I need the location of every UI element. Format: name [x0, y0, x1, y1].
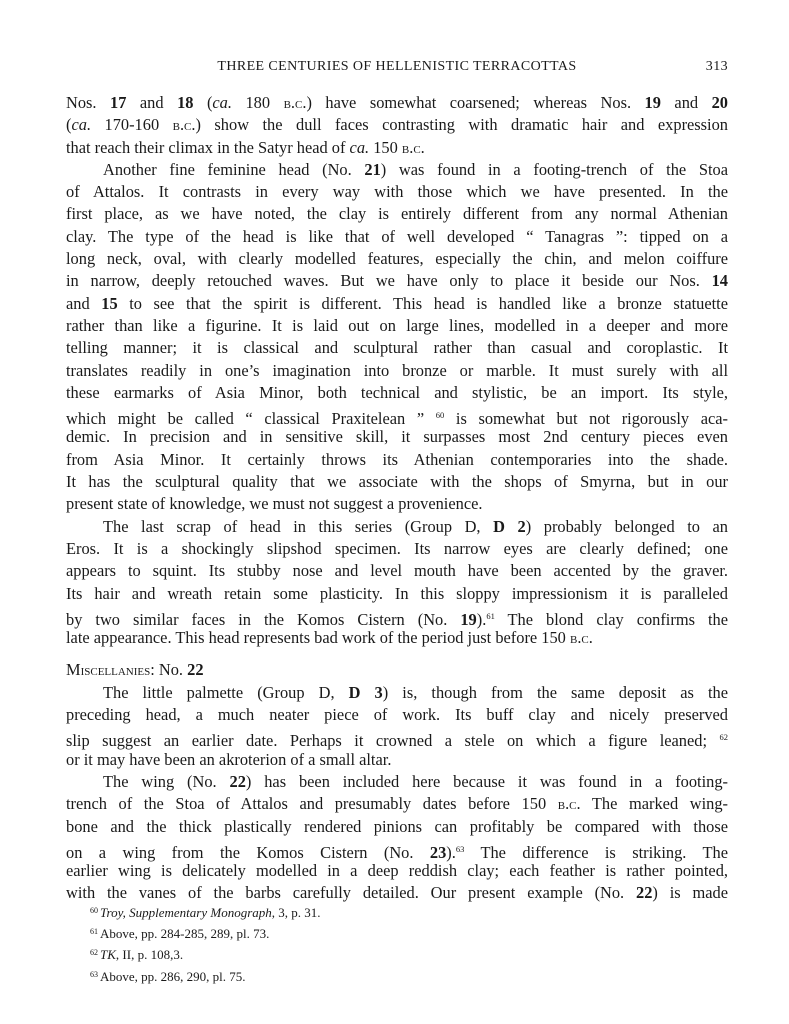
text-line: which might be called “ classical Praxitelean ” $^{60}$ is somewhat but not rigorously aca- [66, 409, 729, 429]
footnote: $^{62}$ TK, II, p. 108,3. [90, 947, 184, 963]
text-line: from Asia Minor. It certainly throws its Athenian contemporaries into the shade. [66, 449, 728, 469]
text-line: (ca. 170-160 b.c.) show the dull faces contrasting with dramatic hair and expression [66, 115, 729, 135]
text-line: first place, as we have noted, the clay is entirely different from any normal Athenian [66, 204, 728, 224]
footnotes [90, 901, 690, 986]
text-line: trench of the Stoa of Attalos and presumably dates before 150 b.c. The marked wing- [66, 794, 728, 814]
section-gap [66, 649, 728, 659]
text-line: late appearance. This head represents bad work of the period just before 150 b.c. [66, 628, 593, 648]
text-line: It has the sculptural quality that we associate with the shops of Smyrna, but in our [66, 472, 728, 492]
text-line: Eros. It is a shockingly slipshod specimen. Its narrow eyes are clearly defined; one [66, 538, 728, 558]
text-line: clay. The type of the head is like that of well developed “ Tanagras ”: tipped on a [66, 226, 728, 246]
text-line: or it may have been an akroterion of a small altar. [66, 749, 392, 769]
text-line: these earmarks of Asia Minor, both technical and stylistic, be an import. Its style, [66, 382, 728, 402]
body-text [66, 92, 728, 905]
running-title: THREE CENTURIES OF HELLENISTIC TERRACOTTAS [217, 59, 577, 74]
text-line: and 15 to see that the spirit is different. This head is handled like a bronze statuette [66, 293, 729, 313]
text-line: on a wing from the Komos Cistern (No. 23).$^{63}$ The difference is striking. The [66, 842, 728, 862]
text-line: bone and the thick plastically rendered pinions can profitably be compared with those [66, 816, 728, 836]
text-line: long neck, oval, with clearly modelled features, especially the chin, and melon coiffure [66, 249, 728, 269]
text-line: preceding head, a much neater piece of work. Its buff clay and nicely preserved [66, 705, 728, 725]
text-line: with the vanes of the barbs carefully detailed. Our present example (No. 22) is made [66, 883, 728, 903]
text-line: of Attalos. It contrasts in every way with those which we have presented. In the [66, 182, 728, 202]
text-line: translates readily in one’s imagination into bronze or marble. It must surely with all [66, 360, 728, 380]
page-number: 313 [705, 59, 728, 74]
text-line: The little palmette (Group D, D 3) is, though from the same deposit as the [103, 682, 728, 702]
text-line: rather than like a figurine. It is laid out on large lines, modelled in a deeper and more [66, 315, 728, 335]
text-line: present state of knowledge, we must not suggest a provenience. [66, 494, 483, 514]
running-head [66, 59, 728, 81]
text-line: The last scrap of head in this series (Group D, D 2) probably belonged to an [103, 516, 729, 536]
text-line: earlier wing is delicately modelled in a deep reddish clay; each feather is rather pointed, [66, 861, 728, 881]
text-line: Nos. 17 and 18 (ca. 180 b.c.) have somewhat coarsened; whereas Nos. 19 and 20 [66, 93, 728, 112]
footnote: $^{61}$ Above, pp. 284-285, 289, pl. 73. [90, 926, 270, 942]
text-line: The wing (No. 22) has been included here because it was found in a footing- [103, 771, 728, 791]
text-line: Another fine feminine head (No. 21) was found in a footing-trench of the Stoa [103, 159, 728, 179]
footnote: $^{63}$ Above, pp. 286, 290, pl. 75. [90, 968, 246, 984]
text-line: that reach their climax in the Satyr head of ca. 150 b.c. [66, 137, 425, 157]
text-line: by two similar faces in the Komos Cistern (No. 19).$^{61}$ The blond clay confirms the [66, 609, 728, 629]
text-line: Its hair and wreath retain some plasticity. In this sloppy impressionism it is paralleled [66, 583, 728, 603]
text-line: in narrow, deeply retouched waves. But we have only to place it beside our Nos. 14 [66, 271, 728, 291]
text-line: telling manner; it is classical and sculptural rather than casual and coroplastic. It [66, 338, 728, 358]
footnote: $^{60}$ Troy, Supplementary Monograph, 3, p. 31. [90, 905, 321, 920]
section-heading: Miscellanies: No. 22 [66, 660, 204, 680]
text-line: slip suggest an earlier date. Perhaps it crowned a stele on which a figure leaned; $^{62}$ [66, 731, 728, 751]
text-line: appears to squint. Its stubby nose and level mouth have been accented by the graver. [66, 561, 728, 581]
text-line: demic. In precision and in sensitive skill, it surpasses most 2nd century pieces even [66, 427, 728, 447]
